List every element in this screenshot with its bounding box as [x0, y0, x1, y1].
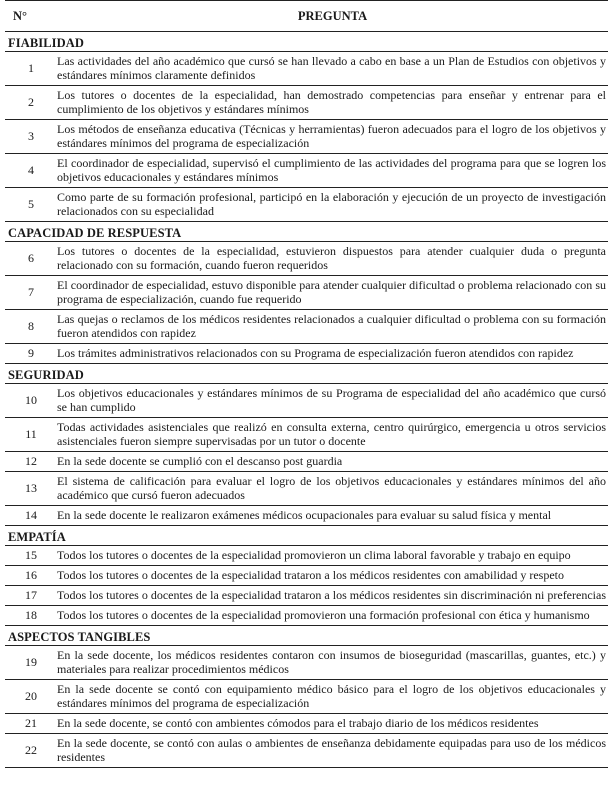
question-text: Las quejas o reclamos de los médicos residentes relacionados a cualquier dificultad o problema con su formación fueron atendidos con rapidez [57, 310, 608, 344]
question-text: Los tutores o docentes de la especialidad, han demostrado competencias para enseñar y entrenar para el cumplimiento de los objetivos y estándares mínimos [57, 86, 608, 120]
question-number: 20 [5, 680, 57, 714]
questionnaire-table [5, 0, 608, 768]
question-text: Los métodos de enseñanza educativa (Técnicas y herramientas) fueron adecuados para el logro de los objetivos y estándares mínimos del programa de especialización [57, 120, 608, 154]
section-title: CAPACIDAD DE RESPUESTA [5, 222, 608, 242]
question-text: En la sede docente se cumplió con el descanso post guardia [57, 452, 608, 472]
section-row [5, 626, 608, 646]
table-row [5, 546, 608, 566]
question-number: 14 [5, 506, 57, 526]
section-title: FIABILIDAD [5, 32, 608, 52]
question-text: En la sede docente le realizaron exámenes médicos ocupacionales para evaluar su salud física y mental [57, 506, 608, 526]
header-number: N° [5, 1, 57, 32]
table-row [5, 472, 608, 506]
question-text: En la sede docente, los médicos residentes contaron con insumos de bioseguridad (mascarillas, guantes, etc.) y materiales para realizar procedimientos médicos [57, 646, 608, 680]
header-question: PREGUNTA [57, 1, 608, 32]
section-row [5, 364, 608, 384]
question-number: 11 [5, 418, 57, 452]
table-row [5, 86, 608, 120]
table-row [5, 506, 608, 526]
questionnaire-body [5, 32, 608, 768]
question-number: 19 [5, 646, 57, 680]
question-number: 6 [5, 242, 57, 276]
question-text: El sistema de calificación para evaluar el logro de los objetivos educacionales y estándares mínimos del año académico que cursó fueron adecuados [57, 472, 608, 506]
question-number: 22 [5, 734, 57, 768]
table-row [5, 242, 608, 276]
question-number: 16 [5, 566, 57, 586]
question-number: 4 [5, 154, 57, 188]
table-row [5, 344, 608, 364]
question-number: 15 [5, 546, 57, 566]
section-row [5, 526, 608, 546]
section-title: EMPATÍA [5, 526, 608, 546]
question-number: 9 [5, 344, 57, 364]
section-title: ASPECTOS TANGIBLES [5, 626, 608, 646]
table-row [5, 276, 608, 310]
question-number: 10 [5, 384, 57, 418]
question-number: 21 [5, 714, 57, 734]
table-row [5, 734, 608, 768]
question-number: 12 [5, 452, 57, 472]
section-title: SEGURIDAD [5, 364, 608, 384]
table-row [5, 154, 608, 188]
question-text: El coordinador de especialidad, supervisó el cumplimiento de las actividades del programa para que se logren los objetivos educacionales y estándares mínimos [57, 154, 608, 188]
question-number: 2 [5, 86, 57, 120]
section-row [5, 32, 608, 52]
question-number: 17 [5, 586, 57, 606]
table-row [5, 646, 608, 680]
section-row [5, 222, 608, 242]
question-number: 18 [5, 606, 57, 626]
question-text: Los objetivos educacionales y estándares mínimos de su Programa de especialidad del año académico que cursó se han cumplido [57, 384, 608, 418]
table-row [5, 52, 608, 86]
table-row [5, 418, 608, 452]
question-number: 5 [5, 188, 57, 222]
question-text: Los tutores o docentes de la especialidad, estuvieron dispuestos para atender cualquier duda o pregunta relacionado con su formación, cuando fueron requeridos [57, 242, 608, 276]
question-text: El coordinador de especialidad, estuvo disponible para atender cualquier dificultad o problema relacionado con su programa de especialización, cuando fue requerido [57, 276, 608, 310]
table-row [5, 606, 608, 626]
table-header-row [5, 1, 608, 32]
table-row [5, 586, 608, 606]
question-text: En la sede docente, se contó con aulas o ambientes de enseñanza debidamente equipadas para uso de los médicos residentes [57, 734, 608, 768]
question-number: 13 [5, 472, 57, 506]
question-number: 3 [5, 120, 57, 154]
question-text: Todos los tutores o docentes de la especialidad trataron a los médicos residentes sin discriminación ni preferencias [57, 586, 608, 606]
table-row [5, 384, 608, 418]
question-text: Todas actividades asistenciales que realizó en consulta externa, centro quirúrgico, emergencia u otros servicios asistenciales fueron siempre supervisadas por un tutor o docente [57, 418, 608, 452]
question-text: Todos los tutores o docentes de la especialidad promovieron una formación profesional con ética y humanismo [57, 606, 608, 626]
question-text: Como parte de su formación profesional, participó en la elaboración y ejecución de un proyecto de investigación relacionados con su especialidad [57, 188, 608, 222]
table-row [5, 310, 608, 344]
question-text: Todos los tutores o docentes de la especialidad trataron a los médicos residentes con amabilidad y respeto [57, 566, 608, 586]
table-row [5, 714, 608, 734]
question-text: Todos los tutores o docentes de la especialidad promovieron un clima laboral favorable y trabajo en equipo [57, 546, 608, 566]
question-text: En la sede docente, se contó con ambientes cómodos para el trabajo diario de los médicos residentes [57, 714, 608, 734]
question-number: 8 [5, 310, 57, 344]
table-row [5, 188, 608, 222]
question-number: 1 [5, 52, 57, 86]
table-row [5, 120, 608, 154]
table-row [5, 680, 608, 714]
table-row [5, 566, 608, 586]
table-row [5, 452, 608, 472]
question-text: Las actividades del año académico que cursó se han llevado a cabo en base a un Plan de Estudios con objetivos y estándares mínimos claramente definidos [57, 52, 608, 86]
question-number: 7 [5, 276, 57, 310]
question-text: En la sede docente se contó con equipamiento médico básico para el logro de los objetivos educacionales y estándares mínimos del programa de especialización [57, 680, 608, 714]
question-text: Los trámites administrativos relacionados con su Programa de especialización fueron atendidos con rapidez [57, 344, 608, 364]
